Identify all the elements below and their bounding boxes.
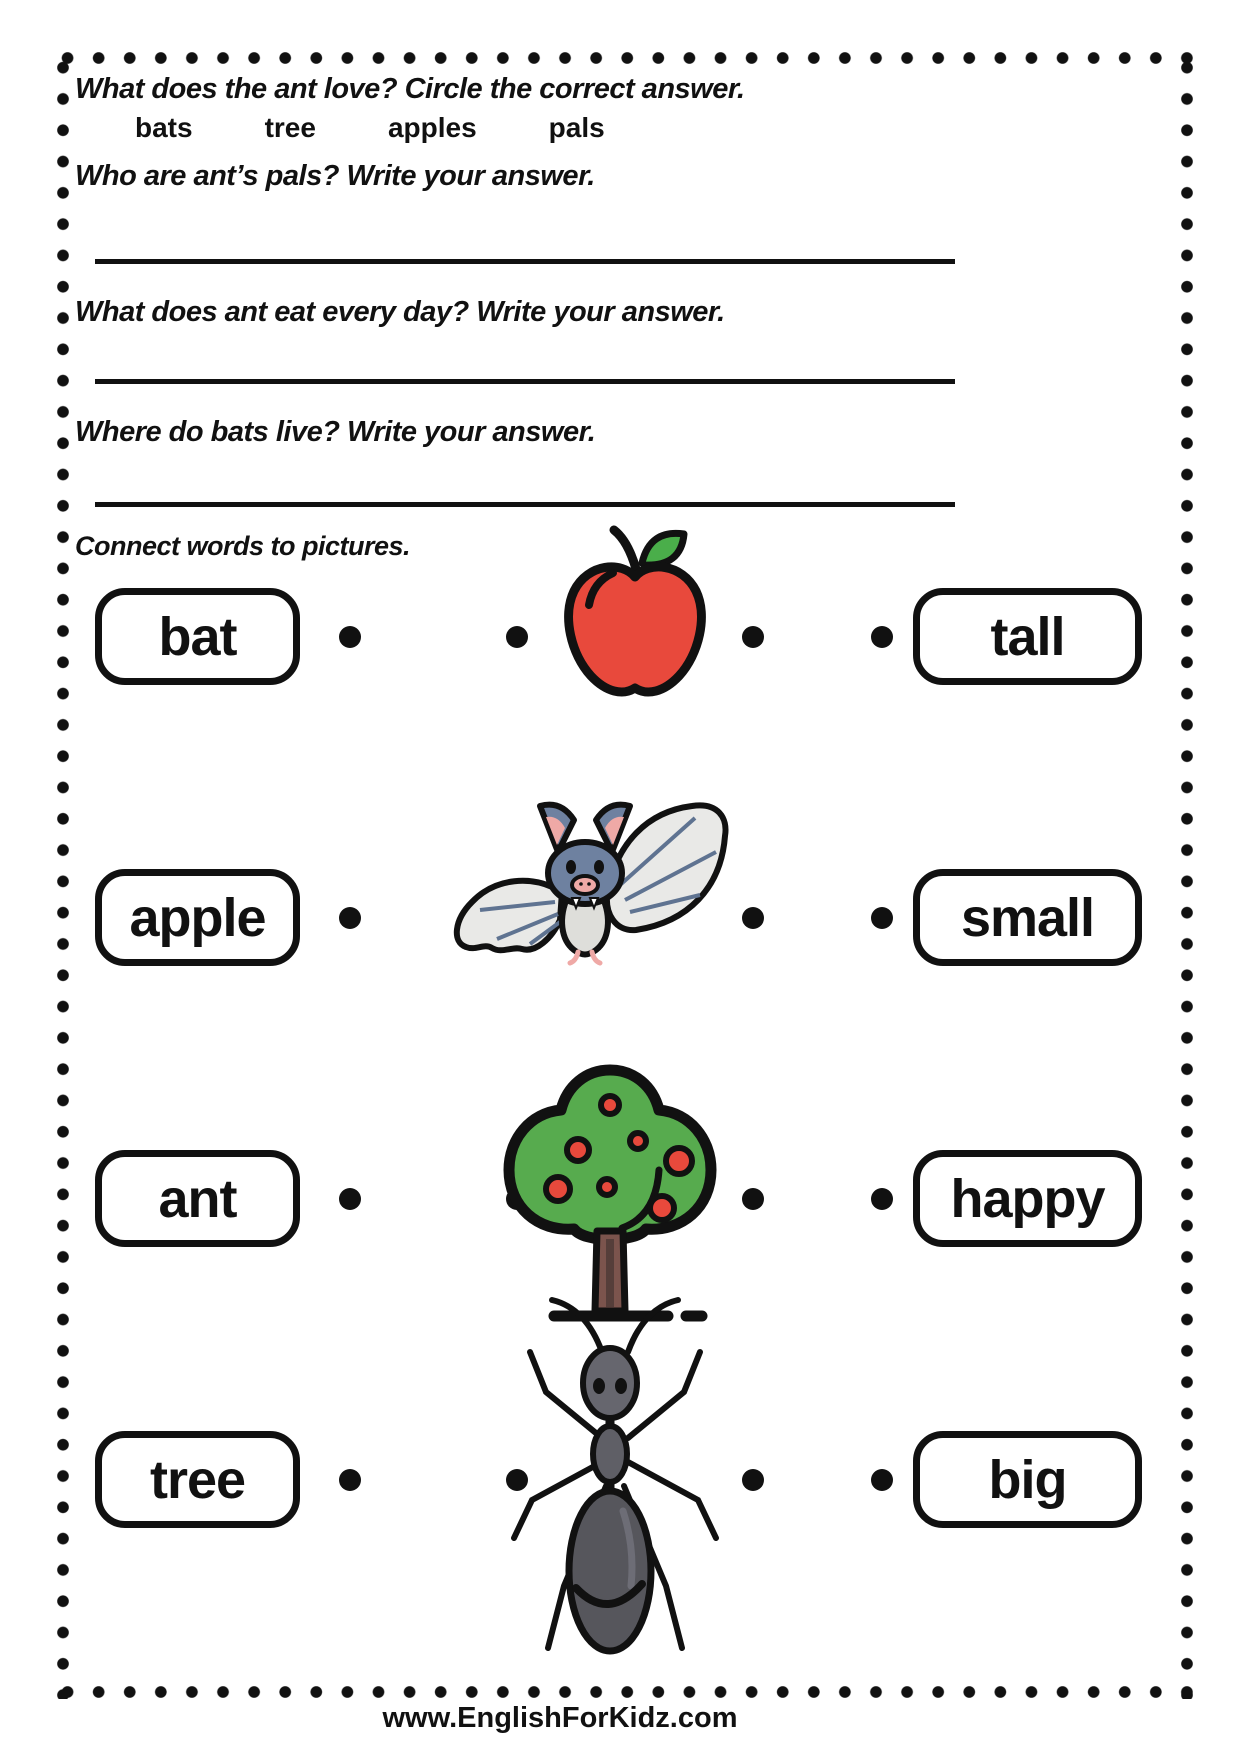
footer-website: www.EnglishForKidz.com <box>382 1702 738 1734</box>
word-box-bat[interactable] <box>95 588 300 685</box>
connector-dot[interactable] <box>339 907 361 929</box>
word-label: tall <box>990 606 1065 667</box>
answer-line[interactable] <box>95 379 955 384</box>
circle-option-pals[interactable]: pals <box>548 112 605 143</box>
circle-option-bats[interactable]: bats <box>135 112 193 143</box>
connector-dot[interactable] <box>339 626 361 648</box>
word-label: ant <box>158 1168 237 1229</box>
ant-image <box>490 1286 740 1664</box>
word-box-happy[interactable] <box>913 1150 1142 1247</box>
connector-dot[interactable] <box>742 1188 764 1210</box>
word-box-tree[interactable] <box>95 1431 300 1528</box>
connector-dot[interactable] <box>339 1188 361 1210</box>
word-box-big[interactable] <box>913 1431 1142 1528</box>
question-prompt: What does the ant love? Circle the correct answer. <box>75 73 745 105</box>
answer-line[interactable] <box>95 502 955 507</box>
dotted-border-top <box>52 52 1193 64</box>
bat-image <box>440 790 730 966</box>
question-prompt: What does ant eat every day? Write your answer. <box>75 296 725 328</box>
word-label: apple <box>129 887 266 948</box>
apple-image <box>560 521 710 708</box>
circle-options <box>135 112 605 144</box>
circle-option-apples[interactable]: apples <box>387 112 477 143</box>
connector-dot[interactable] <box>742 907 764 929</box>
connector-dot[interactable] <box>742 1469 764 1491</box>
question-prompt: Who are ant’s pals? Write your answer. <box>75 160 595 192</box>
word-label: small <box>960 887 1095 948</box>
word-label: happy <box>950 1168 1105 1229</box>
word-box-small[interactable] <box>913 869 1142 966</box>
dotted-border-bottom <box>52 1686 1193 1698</box>
word-box-ant[interactable] <box>95 1150 300 1247</box>
circle-option-tree[interactable]: tree <box>264 112 316 143</box>
connect-instruction: Connect words to pictures. <box>75 531 411 561</box>
connector-dot[interactable] <box>339 1469 361 1491</box>
answer-line[interactable] <box>95 259 955 264</box>
connector-dot[interactable] <box>871 907 893 929</box>
connector-dot[interactable] <box>871 1469 893 1491</box>
word-box-tall[interactable] <box>913 588 1142 685</box>
word-label: tree <box>149 1449 246 1510</box>
word-label: big <box>988 1449 1067 1510</box>
connector-dot[interactable] <box>506 626 528 648</box>
question-prompt: Where do bats live? Write your answer. <box>75 416 596 448</box>
word-box-apple[interactable] <box>95 869 300 966</box>
word-label: bat <box>158 606 237 667</box>
connector-dot[interactable] <box>871 626 893 648</box>
connector-dot[interactable] <box>742 626 764 648</box>
connector-dot[interactable] <box>871 1188 893 1210</box>
